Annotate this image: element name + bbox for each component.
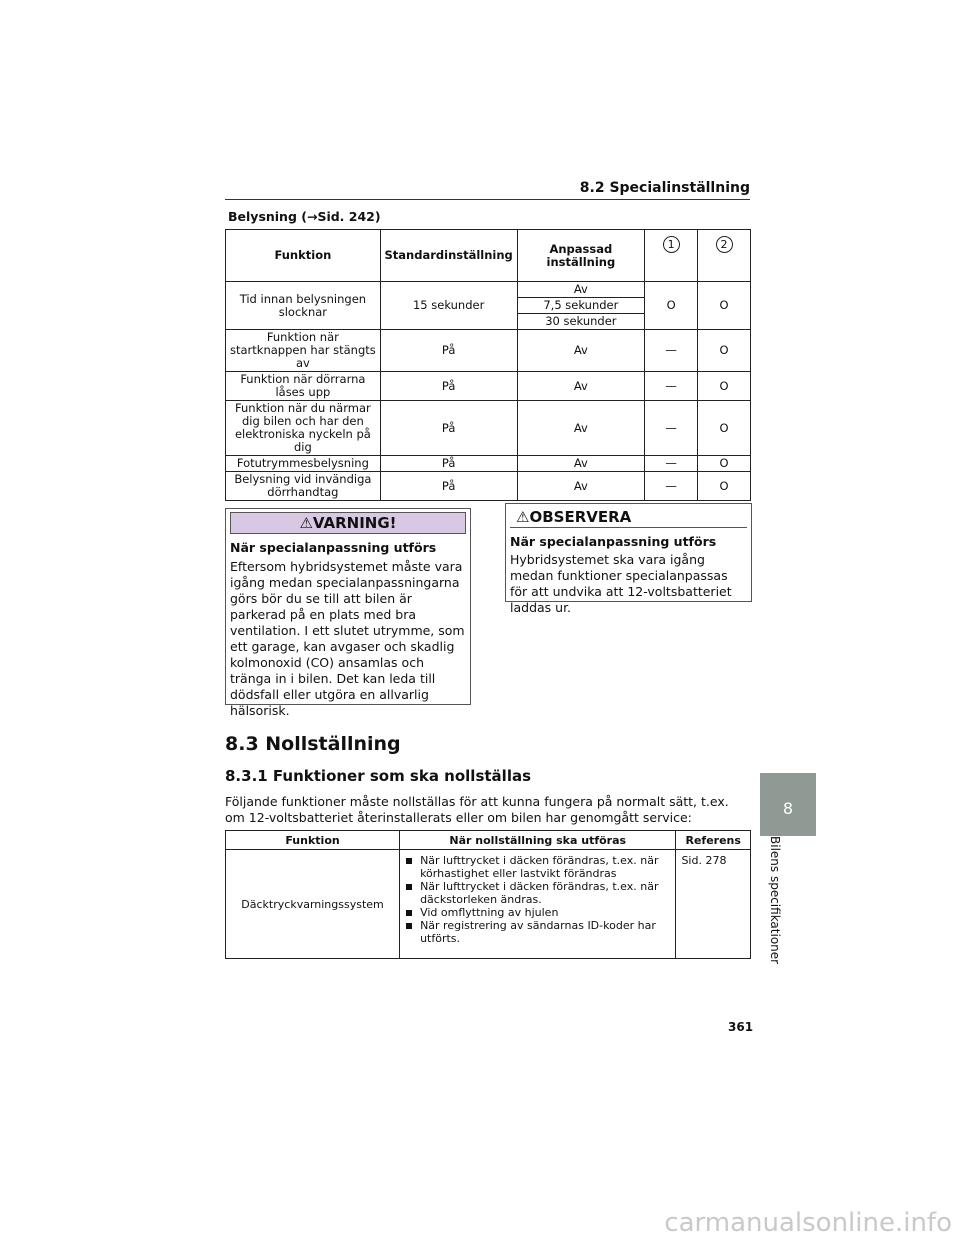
- cell-option: Av: [517, 282, 645, 298]
- notice-title: När specialanpassning utförs: [510, 534, 717, 549]
- cell-default: På: [380, 372, 517, 401]
- col-standard: Standardinställning: [380, 230, 517, 282]
- cell-c2: O: [698, 456, 751, 472]
- col-2: [698, 230, 751, 282]
- col-funktion: Funktion: [226, 831, 400, 850]
- cell-custom: Av: [517, 401, 645, 456]
- col-funktion: Funktion: [226, 230, 381, 282]
- list-item: När lufttrycket i däcken förändras, t.ex. när däckstorleken ändras.: [400, 880, 672, 906]
- cell-default: På: [380, 330, 517, 372]
- cell-function: Funktion när du närmar dig bilen och har den elektroniska nyckeln på dig: [226, 401, 381, 456]
- notice-banner-label: OBSERVERA: [529, 508, 632, 526]
- warning-body: Eftersom hybridsystemet måste vara igång medan specialanpassningarna görs bör du se till att bilen är parkerad på en plats med bra ventilation. I ett slutet utrymme, som ett garage, kan avgaser och skadlig kolmonoxid (CO) ansamlas och tränga in i bilen. Det kan leda till dödsfall eller utgöra en allvarlig hälsorisk.: [230, 559, 465, 718]
- watermark: carmanualsonline.info: [664, 1208, 952, 1238]
- table-row: [226, 372, 751, 401]
- warning-box: [225, 508, 471, 718]
- cell-function: Däcktryckvarningssystem: [226, 850, 400, 959]
- table-row: [226, 850, 751, 959]
- cell-reference[interactable]: Sid. 278: [676, 850, 751, 959]
- warning-title: När specialanpassning utförs: [230, 540, 437, 555]
- subsection-title: 8.3.1 Funktioner som ska nollställas: [225, 767, 532, 785]
- cell-function: Fotutrymmesbelysning: [226, 456, 381, 472]
- notice-box: [505, 503, 752, 615]
- cell-c2: O: [698, 472, 751, 501]
- table-row: [226, 282, 751, 298]
- section-header-title: 8.2 Specialinställning: [579, 180, 750, 196]
- table-header-row: [226, 831, 751, 850]
- section-title: 8.3 Nollställning: [225, 733, 401, 755]
- notice-body: Hybridsystemet ska vara igång medan funktioner specialanpassas för att undvika att 12-voltsbatteriet laddas ur.: [510, 552, 732, 615]
- cell-c1: —: [645, 401, 698, 456]
- warning-triangle-icon: ⚠: [299, 514, 313, 532]
- cell-option: 30 sekunder: [517, 314, 645, 330]
- warning-triangle-icon: ⚠: [516, 508, 530, 526]
- cell-custom: Av: [517, 330, 645, 372]
- cell-function: Tid innan belysningen slocknar: [226, 282, 381, 330]
- intro-paragraph: Följande funktioner måste nollställas för att kunna fungera på normalt sätt, t.ex. om 12-voltsbatteriet återinstallerats eller om bilen har genomgått service:: [225, 794, 729, 825]
- cell-c1: O: [645, 282, 698, 330]
- notice-banner: [510, 507, 747, 528]
- col-1: [645, 230, 698, 282]
- cell-c1: —: [645, 472, 698, 501]
- cell-c1: —: [645, 330, 698, 372]
- belysning-table: [225, 229, 751, 501]
- cell-c2: O: [698, 401, 751, 456]
- chapter-label: [766, 836, 786, 976]
- table-row: [226, 456, 751, 472]
- cell-option: 7,5 sekunder: [517, 298, 645, 314]
- cell-default: På: [380, 401, 517, 456]
- reset-conditions-list: [400, 854, 672, 945]
- circled-number-2: 2: [716, 236, 733, 253]
- chapter-tab: [760, 773, 816, 836]
- page-number: 361: [728, 1020, 754, 1034]
- cell-function: Funktion när startknappen har stängts av: [226, 330, 381, 372]
- warning-banner: [230, 512, 466, 534]
- list-item: När lufttrycket i däcken förändras, t.ex. när körhastighet eller lastvikt förändras: [400, 854, 672, 880]
- cell-function: Belysning vid invändiga dörrhandtag: [226, 472, 381, 501]
- cell-function: Funktion när dörrarna låses upp: [226, 372, 381, 401]
- reset-table: [225, 830, 751, 959]
- col-nar: När nollställning ska utföras: [400, 831, 676, 850]
- cell-c1: —: [645, 372, 698, 401]
- header-rule: [225, 199, 750, 200]
- chapter-number: 8: [782, 799, 794, 818]
- cell-c1: —: [645, 456, 698, 472]
- table-row: [226, 401, 751, 456]
- cell-default: 15 sekunder: [380, 282, 517, 330]
- cell-when: [400, 850, 676, 959]
- table-row: [226, 330, 751, 372]
- belysning-heading: Belysning (→Sid. 242): [228, 209, 381, 224]
- cell-default: På: [380, 456, 517, 472]
- chapter-label-text: Bilens specifikationer: [768, 836, 782, 965]
- cell-c2: O: [698, 372, 751, 401]
- circled-number-1: 1: [663, 236, 680, 253]
- warning-banner-label: VARNING!: [312, 514, 397, 532]
- cell-custom: Av: [517, 472, 645, 501]
- col-referens: Referens: [676, 831, 751, 850]
- col-anpassad: Anpassad inställning: [517, 230, 645, 282]
- cell-c2: O: [698, 282, 751, 330]
- table-header-row: [226, 230, 751, 282]
- list-item: Vid omflyttning av hjulen: [400, 906, 672, 919]
- table-row: [226, 472, 751, 501]
- list-item: När registrering av sändarnas ID-koder har utförts.: [400, 919, 672, 945]
- cell-custom: Av: [517, 372, 645, 401]
- cell-c2: O: [698, 330, 751, 372]
- cell-default: På: [380, 472, 517, 501]
- cell-custom: Av: [517, 456, 645, 472]
